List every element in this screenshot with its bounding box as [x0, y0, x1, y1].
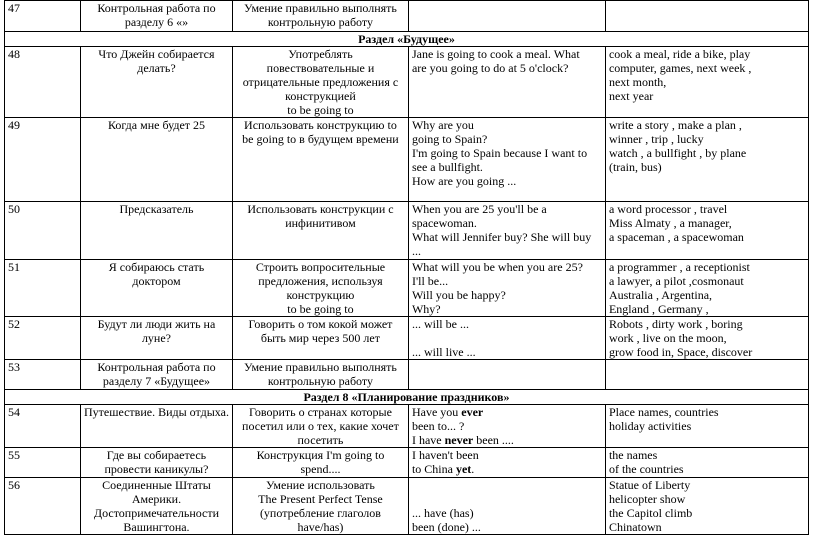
grammar-text: I have	[411, 433, 445, 447]
vocab-line: write a story , make a plan ,	[608, 118, 742, 132]
grammar-text: to China	[411, 462, 456, 476]
vocab-line: work , live on the moon,	[608, 331, 727, 345]
lesson-number: 49	[5, 118, 81, 202]
grammar-line: When you are 25 you'll be a	[411, 202, 547, 216]
lesson-grammar	[408, 360, 605, 390]
topic-line: Я собираюсь стать	[108, 260, 205, 274]
vocab-line: of the countries	[608, 462, 684, 476]
lesson-plan-table	[4, 0, 809, 535]
topic-line: Будут ли люди жить на	[97, 317, 216, 331]
grammar-line: Why?	[411, 302, 441, 316]
skill-line: контрольную работу	[267, 15, 373, 29]
lesson-number: 56	[5, 478, 81, 535]
grammar-line: How are you going ...	[411, 174, 517, 188]
grammar-line	[412, 448, 602, 462]
vocab-line: cook a meal, ride a bike, play	[608, 47, 751, 61]
vocab-line: England , Germany ,	[608, 302, 709, 316]
topic-line: Предсказатель	[119, 202, 194, 216]
vocab-line: a lawyer, a pilot ,cosmonaut	[608, 274, 744, 288]
lesson-number: 51	[5, 260, 81, 317]
grammar-line: spacewoman.	[411, 216, 477, 230]
lesson-number: 52	[5, 317, 81, 360]
lesson-skill	[232, 202, 408, 260]
skill-line: конструкцией	[285, 89, 356, 103]
vocab-line: next month,	[608, 75, 667, 89]
vocab-line: the names	[608, 448, 658, 462]
topic-line: Путешествие. Виды отдыха.	[84, 405, 229, 419]
lesson-skill	[232, 47, 408, 118]
vocab-line: a programmer , a receptionist	[608, 260, 750, 274]
lesson-grammar	[408, 202, 605, 260]
grammar-line	[412, 462, 602, 476]
document-page	[4, 0, 809, 535]
table-row	[5, 448, 809, 478]
section-title: Раздел «Будущее»	[5, 32, 809, 47]
topic-line: Америки.	[131, 492, 182, 506]
skill-line: конструкцию	[286, 288, 355, 302]
topic-line: Что Джейн собирается	[98, 47, 215, 61]
skill-line: посетить	[297, 433, 344, 447]
lesson-number: 48	[5, 47, 81, 118]
topic-line: Контрольная работа по	[97, 1, 216, 15]
vocab-line: next year	[608, 89, 654, 103]
lesson-topic	[81, 448, 233, 478]
vocab-line: winner , trip , lucky	[608, 132, 704, 146]
lesson-topic	[81, 478, 233, 535]
lesson-vocabulary	[605, 478, 808, 535]
grammar-text: been to... ?	[411, 419, 465, 433]
skill-line: повествовательные и	[266, 61, 375, 75]
topic-line: Когда мне будет 25	[107, 118, 206, 132]
lesson-number: 53	[5, 360, 81, 390]
skill-line: Употреблять	[288, 47, 353, 61]
section-title: Раздел 8 «Планирование праздников»	[5, 390, 809, 405]
topic-line: Вашингтона.	[123, 520, 190, 534]
lesson-grammar	[408, 317, 605, 360]
lesson-skill	[232, 360, 408, 390]
vocab-line: Chinatown	[608, 520, 662, 534]
grammar-line: Will you be happy?	[411, 288, 506, 302]
grammar-line: ... will live ...	[411, 345, 476, 359]
lesson-grammar	[408, 118, 605, 202]
lesson-topic	[81, 1, 233, 32]
vocab-line: helicopter show	[608, 492, 686, 506]
grammar-line	[412, 419, 602, 433]
lesson-skill	[232, 118, 408, 202]
grammar-line: see a bullfight.	[411, 160, 483, 174]
vocab-line: Place names, countries	[608, 405, 719, 419]
vocab-line: Statue of Liberty	[608, 478, 691, 492]
lesson-vocabulary	[605, 118, 808, 202]
vocab-line: Miss Almaty , a manager,	[608, 216, 732, 230]
vocab-line: a word processor , travel	[608, 202, 728, 216]
grammar-line: What will Jennifer buy? She will buy	[411, 230, 592, 244]
grammar-line: been (done) ...	[411, 520, 481, 534]
vocab-line: a spaceman , a spacewoman	[608, 230, 744, 244]
table-body	[5, 1, 809, 535]
grammar-text: Have you	[411, 405, 462, 419]
lesson-topic	[81, 405, 233, 448]
skill-line: Говорить о странах которые	[248, 405, 392, 419]
lesson-number: 50	[5, 202, 81, 260]
grammar-line: I'm going to Spain because I want to	[411, 146, 588, 160]
lesson-topic	[81, 260, 233, 317]
topic-line: Достопримечательности	[93, 506, 220, 520]
table-row	[5, 260, 809, 317]
lesson-topic	[81, 202, 233, 260]
lesson-skill	[232, 448, 408, 478]
vocab-line: holiday activities	[608, 419, 692, 433]
topic-line: доктором	[132, 274, 181, 288]
lesson-topic	[81, 317, 233, 360]
skill-line: have/has)	[297, 520, 344, 534]
topic-line: Где вы собираетесь	[106, 448, 207, 462]
lesson-vocabulary	[605, 448, 808, 478]
topic-line: луне?	[141, 331, 171, 345]
skill-line: Говорить о том кокой может	[248, 317, 393, 331]
skill-line: инфинитивом	[285, 216, 356, 230]
lesson-number: 47	[5, 1, 81, 32]
lesson-grammar	[408, 405, 605, 448]
lesson-vocabulary	[605, 47, 808, 118]
table-row	[5, 202, 809, 260]
lesson-skill	[232, 260, 408, 317]
lesson-vocabulary	[605, 360, 808, 390]
table-row	[5, 1, 809, 32]
lesson-number: 54	[5, 405, 81, 448]
lesson-grammar	[408, 1, 605, 32]
grammar-line: are you going to do at 5 o'clock?	[411, 61, 569, 75]
topic-line: разделу 7 «Будущее»	[102, 374, 211, 388]
lesson-skill	[232, 478, 408, 535]
table-row	[5, 317, 809, 360]
topic-line: Соединенные Штаты	[102, 478, 211, 492]
lesson-vocabulary	[605, 317, 808, 360]
grammar-line: ...	[411, 244, 421, 258]
section-header-row	[5, 390, 809, 405]
vocab-line: (train, bus)	[608, 160, 662, 174]
grammar-line: ... have (has)	[411, 506, 474, 520]
vocab-line: watch , a bullfight , by plane	[608, 146, 747, 160]
grammar-line	[412, 492, 602, 506]
lesson-grammar	[408, 47, 605, 118]
lesson-vocabulary	[605, 202, 808, 260]
grammar-line	[412, 405, 602, 419]
table-row	[5, 118, 809, 202]
skill-line: Умение использовать	[265, 478, 375, 492]
lesson-topic	[81, 360, 233, 390]
skill-line: Конструкция I'm going to	[256, 448, 385, 462]
lesson-vocabulary	[605, 1, 808, 32]
table-row	[5, 360, 809, 390]
skill-line: Умение правильно выполнять	[244, 360, 397, 374]
table-row	[5, 405, 809, 448]
skill-line: отрицательные предложения с	[242, 75, 399, 89]
grammar-line	[412, 331, 602, 345]
grammar-line: going to Spain?	[411, 132, 488, 146]
topic-line: разделу 6 «»	[124, 15, 189, 29]
skill-line: Использовать конструкции с	[247, 202, 394, 216]
emphasis-text: ever	[461, 405, 484, 419]
skill-line: to be going to	[287, 103, 354, 117]
emphasis-text: yet	[455, 462, 472, 476]
vocab-line: computer, games, next week ,	[608, 61, 752, 75]
grammar-line: What will you be when you are 25?	[411, 260, 583, 274]
table-row	[5, 478, 809, 535]
skill-line: быть мир через 500 лет	[260, 331, 380, 345]
section-header-row	[5, 32, 809, 47]
skill-line: be going to в будущем времени	[242, 132, 399, 146]
vocab-line: the Capitol climb	[608, 506, 693, 520]
grammar-text: .	[471, 462, 475, 476]
lesson-number: 55	[5, 448, 81, 478]
lesson-grammar	[408, 478, 605, 535]
topic-line: Контрольная работа по	[97, 360, 216, 374]
table-row	[5, 47, 809, 118]
lesson-skill	[232, 1, 408, 32]
skill-line: to be going to	[287, 302, 354, 316]
emphasis-text: never	[444, 433, 474, 447]
grammar-text: been ....	[473, 433, 514, 447]
topic-line: делать?	[137, 61, 176, 75]
skill-line: (употребление глаголов	[259, 506, 381, 520]
vocab-line: Australia , Argentina,	[608, 288, 713, 302]
vocab-line: Robots , dirty work , boring	[608, 317, 743, 331]
topic-line: провести каникулы?	[104, 462, 209, 476]
skill-line: Умение правильно выполнять	[244, 1, 397, 15]
skill-line: Строить вопросительные	[255, 260, 386, 274]
skill-line: The Present Perfect Tense	[258, 492, 383, 506]
lesson-grammar	[408, 260, 605, 317]
grammar-text: I haven't been	[411, 448, 479, 462]
skill-line: предложения, используя	[258, 274, 383, 288]
lesson-vocabulary	[605, 405, 808, 448]
skill-line: Использовать конструкцию to	[244, 118, 397, 132]
lesson-topic	[81, 118, 233, 202]
skill-line: посетил или о тех, какие хочет	[242, 419, 399, 433]
lesson-grammar	[408, 448, 605, 478]
skill-line: spend....	[300, 462, 341, 476]
grammar-line	[412, 478, 602, 492]
lesson-skill	[232, 317, 408, 360]
grammar-line: ... will be ...	[411, 317, 469, 331]
lesson-topic	[81, 47, 233, 118]
grammar-line	[412, 433, 602, 447]
lesson-skill	[232, 405, 408, 448]
lesson-vocabulary	[605, 260, 808, 317]
grammar-line: I'll be...	[411, 274, 449, 288]
grammar-line: Why are you	[411, 118, 474, 132]
grammar-line: Jane is going to cook a meal. What	[411, 47, 580, 61]
skill-line: контрольную работу	[267, 374, 373, 388]
vocab-line: grow food in, Space, discover	[608, 345, 753, 359]
